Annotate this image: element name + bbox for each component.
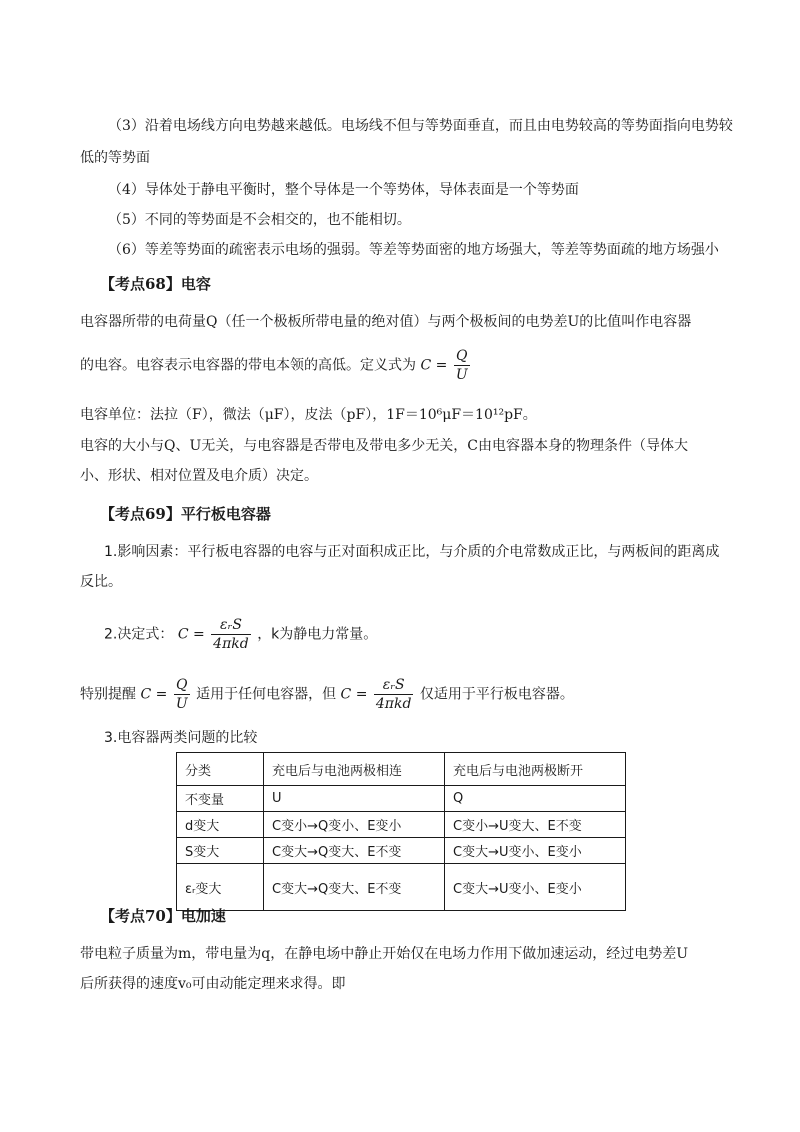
reminder-formula-1-lhs: C = [140, 686, 168, 703]
table-cell: εᵣ变大 [177, 864, 264, 911]
para-4: （4）导体处于静电平衡时，整个导体是一个等势体，导体表面是一个等势面 [108, 182, 579, 198]
capacitance-independence-line-2: 小、形状、相对位置及电介质）决定。 [80, 468, 318, 484]
table-row [177, 838, 626, 864]
table-cell: C变大→Q变大、E不变 [264, 864, 445, 911]
factor-line-2: 反比。 [80, 574, 122, 590]
table-header-cell: 充电后与电池两极断开 [445, 753, 626, 786]
reminder-suffix: 仅适用于平行板电容器。 [419, 686, 574, 703]
acceleration-line-2: 后所获得的速度v₀可由动能定理来求得。即 [80, 976, 346, 992]
comparison-table [176, 752, 626, 911]
table-cell: C变小→Q变小、E变小 [264, 812, 445, 838]
table-cell: C变大→U变小、E变小 [445, 838, 626, 864]
definition-text: 的电容。电容表示电容器的带电本领的高低。定义式为 [80, 357, 416, 374]
table-cell: U [264, 786, 445, 812]
table-cell: d变大 [177, 812, 264, 838]
reminder-formula-2-lhs: C = [340, 686, 368, 703]
reminder-formula-1 [174, 676, 190, 713]
para-3-line-1: （3）沿着电场线方向电势越来越低。电场线不但与等势面垂直，而且由电势较高的等势面指向电势较 [108, 118, 733, 134]
table-row [177, 786, 626, 812]
heading-kaodian-68: 【考点68】电容 [100, 275, 211, 293]
comparison-title: 3.电容器两类问题的比较 [104, 730, 258, 746]
decisive-prefix: 2.决定式： [104, 626, 174, 643]
table-row [177, 812, 626, 838]
table-cell: C变小→U变大、E不变 [445, 812, 626, 838]
decisive-lhs: C = [177, 626, 205, 643]
fraction-denominator: 4πkd [213, 636, 249, 652]
table-cell: C变大→Q变大、E不变 [264, 838, 445, 864]
fraction-numerator: Q [174, 676, 190, 695]
reminder-formula-2 [374, 676, 414, 713]
fraction-denominator: U [455, 367, 468, 383]
decisive-formula-line [104, 616, 377, 653]
table-header-cell: 分类 [177, 753, 264, 786]
fraction-numerator: Q [454, 347, 470, 366]
fraction-denominator: U [175, 696, 188, 712]
capacitance-definition-line-2 [80, 347, 472, 384]
special-reminder-line [80, 676, 574, 713]
heading-kaodian-70: 【考点70】电加速 [100, 907, 226, 925]
decisive-fraction [211, 616, 251, 653]
table-cell: Q [445, 786, 626, 812]
heading-kaodian-69: 【考点69】平行板电容器 [100, 505, 271, 523]
capacitance-units: 电容单位：法拉（F），微法（μF），皮法（pF），1F＝10⁶μF＝10¹²pF。 [80, 407, 537, 423]
capacitance-independence-line-1: 电容的大小与Q、U无关，与电容器是否带电及带电多少无关，C由电容器本身的物理条件（导体大 [80, 438, 688, 454]
table-cell: C变大→U变小、E变小 [445, 864, 626, 911]
para-5: （5）不同的等势面是不会相交的，也不能相切。 [108, 212, 411, 228]
factor-line-1: 1.影响因素：平行板电容器的电容与正对面积成正比，与介质的介电常数成正比，与两板间的距离成 [104, 544, 720, 560]
para-6: （6）等差等势面的疏密表示电场的强弱。等差等势面密的地方场强大，等差等势面疏的地方场强小 [108, 242, 719, 258]
acceleration-line-1: 带电粒子质量为m，带电量为q，在静电场中静止开始仅在电场力作用下做加速运动，经过电势差U [80, 946, 689, 962]
para-3-line-2: 低的等势面 [80, 150, 150, 166]
reminder-prefix: 特别提醒 [80, 686, 136, 703]
table-cell: S变大 [177, 838, 264, 864]
fraction-numerator: εᵣS [211, 616, 251, 635]
formula-lhs: C = [420, 357, 448, 374]
table-cell: 不变量 [177, 786, 264, 812]
fraction-denominator: 4πkd [375, 696, 412, 712]
formula-q-over-u [454, 347, 470, 384]
fraction-numerator: εᵣS [374, 676, 414, 695]
capacitance-definition-line-1: 电容器所带的电荷量Q（任一个极板所带电量的绝对值）与两个极板间的电势差U的比值叫作电容器 [80, 314, 692, 330]
reminder-mid: 适用于任何电容器，但 [196, 686, 337, 703]
table-header-cell: 充电后与电池两极相连 [264, 753, 445, 786]
decisive-suffix: ，k为静电力常量。 [257, 626, 378, 643]
table-row [177, 864, 626, 911]
table-header-row [177, 753, 626, 786]
